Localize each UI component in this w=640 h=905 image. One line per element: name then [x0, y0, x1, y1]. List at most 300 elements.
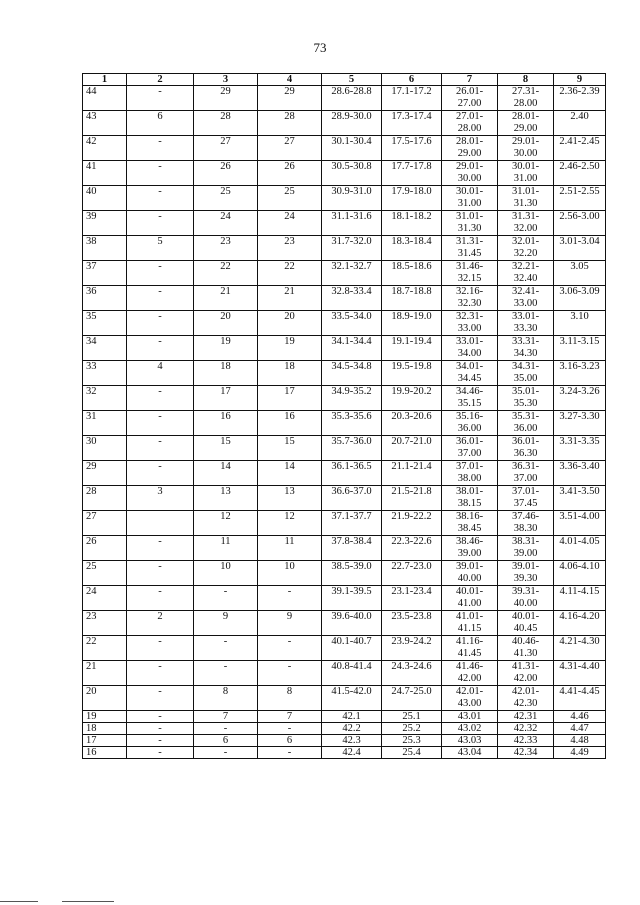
table-cell: -	[127, 136, 194, 161]
table-cell: 32.01- 32.20	[498, 236, 554, 261]
table-cell: 17.3-17.4	[382, 111, 442, 136]
table-cell: 15	[194, 436, 258, 461]
table-cell: 27	[258, 136, 322, 161]
table-cell: 39	[83, 211, 127, 236]
table-cell: 37.8-38.4	[322, 536, 382, 561]
table-cell: 42.01- 42.30	[498, 686, 554, 711]
table-cell: 38	[83, 236, 127, 261]
table-cell: 25.3	[382, 735, 442, 747]
table-cell: 28	[258, 111, 322, 136]
table-cell: 16	[258, 411, 322, 436]
table-cell: 43.04	[442, 747, 498, 759]
table-cell: 18	[83, 723, 127, 735]
table-cell: 24.7-25.0	[382, 686, 442, 711]
table-cell: 19	[194, 336, 258, 361]
table-cell: -	[127, 723, 194, 735]
table-cell: 32.1-32.7	[322, 261, 382, 286]
table-cell: 25.2	[382, 723, 442, 735]
table-cell: 8	[194, 686, 258, 711]
table-cell: 22.7-23.0	[382, 561, 442, 586]
table-cell: 19.5-19.8	[382, 361, 442, 386]
table-cell: 31	[83, 411, 127, 436]
table-cell: 2.46-2.50	[554, 161, 606, 186]
table-row	[83, 86, 606, 111]
table-row	[83, 161, 606, 186]
table-cell: 38.5-39.0	[322, 561, 382, 586]
table-cell: 3.27-3.30	[554, 411, 606, 436]
table-cell: 8	[258, 686, 322, 711]
table-cell: 2.41-2.45	[554, 136, 606, 161]
table-cell: 40.8-41.4	[322, 661, 382, 686]
table-cell: -	[258, 586, 322, 611]
table-cell: 30.01- 31.00	[498, 161, 554, 186]
table-cell: -	[127, 436, 194, 461]
table-cell: 10	[194, 561, 258, 586]
table-cell: 39.01- 40.00	[442, 561, 498, 586]
column-header-5: 5	[322, 74, 382, 86]
table-cell: 21	[194, 286, 258, 311]
table-cell: 34.9-35.2	[322, 386, 382, 411]
table-cell: 43.02	[442, 723, 498, 735]
table-cell: 20	[258, 311, 322, 336]
table-cell: 25.4	[382, 747, 442, 759]
table-cell: -	[127, 261, 194, 286]
table-cell: 31.1-31.6	[322, 211, 382, 236]
table-cell: 42.01- 43.00	[442, 686, 498, 711]
table-cell: 18.3-18.4	[382, 236, 442, 261]
table-cell: 20.7-21.0	[382, 436, 442, 461]
table-cell: -	[127, 661, 194, 686]
table-cell: 14	[194, 461, 258, 486]
table-cell: 43	[83, 111, 127, 136]
table-cell: 34.5-34.8	[322, 361, 382, 386]
table-cell: 4.21-4.30	[554, 636, 606, 661]
table-cell: 21.5-21.8	[382, 486, 442, 511]
table-cell: 18	[258, 361, 322, 386]
table-cell: 2.36-2.39	[554, 86, 606, 111]
table-cell: 4.06-4.10	[554, 561, 606, 586]
table-cell: 24.3-24.6	[382, 661, 442, 686]
table-cell: 29.01- 30.00	[498, 136, 554, 161]
table-cell: 41.16- 41.45	[442, 636, 498, 661]
table-cell: 3.36-3.40	[554, 461, 606, 486]
table-cell: 34.31- 35.00	[498, 361, 554, 386]
table-row	[83, 686, 606, 711]
table-cell: 29	[258, 86, 322, 111]
table-cell: 32.16- 32.30	[442, 286, 498, 311]
table-cell: -	[127, 411, 194, 436]
table-cell: 22.3-22.6	[382, 536, 442, 561]
table-cell: 32.31- 33.00	[442, 311, 498, 336]
table-row	[83, 747, 606, 759]
table-cell: -	[127, 686, 194, 711]
table-cell: 39.6-40.0	[322, 611, 382, 636]
table-row	[83, 511, 606, 536]
table-cell: 18.1-18.2	[382, 211, 442, 236]
table-cell: 42	[83, 136, 127, 161]
table-cell: -	[194, 747, 258, 759]
table-cell: 42.34	[498, 747, 554, 759]
table-cell: 33.01- 34.00	[442, 336, 498, 361]
table-cell: 40.01- 40.45	[498, 611, 554, 636]
table-cell: 31.46- 32.15	[442, 261, 498, 286]
table-cell: 2.51-2.55	[554, 186, 606, 211]
table-cell: 21.1-21.4	[382, 461, 442, 486]
table-cell: 7	[194, 711, 258, 723]
table-cell: 4.16-4.20	[554, 611, 606, 636]
table-cell: 4.49	[554, 747, 606, 759]
table-cell: 17	[83, 735, 127, 747]
column-header-6: 6	[382, 74, 442, 86]
table-cell: 16	[194, 411, 258, 436]
table-cell: 42.4	[322, 747, 382, 759]
table-cell: 42.33	[498, 735, 554, 747]
table-cell: 25	[83, 561, 127, 586]
table-cell: 9	[194, 611, 258, 636]
table-row	[83, 186, 606, 211]
table-cell: 35.7-36.0	[322, 436, 382, 461]
table-cell: 4.46	[554, 711, 606, 723]
table-cell: 10	[258, 561, 322, 586]
table-cell: 17	[194, 386, 258, 411]
table-cell: -	[258, 747, 322, 759]
table-cell: 4.01-4.05	[554, 536, 606, 561]
table-cell: -	[127, 711, 194, 723]
table-cell: 15	[258, 436, 322, 461]
table-cell: 40.01- 41.00	[442, 586, 498, 611]
table-cell: 28.01- 29.00	[498, 111, 554, 136]
table-row	[83, 661, 606, 686]
table-cell: 19.9-20.2	[382, 386, 442, 411]
table-cell: 26	[194, 161, 258, 186]
column-header-1: 1	[83, 74, 127, 86]
table-cell: 23.9-24.2	[382, 636, 442, 661]
column-header-8: 8	[498, 74, 554, 86]
column-header-3: 3	[194, 74, 258, 86]
table-cell: 42.2	[322, 723, 382, 735]
table-cell: 24	[83, 586, 127, 611]
data-table	[82, 73, 606, 759]
table-row	[83, 261, 606, 286]
table-cell: -	[127, 747, 194, 759]
table-row	[83, 611, 606, 636]
table-cell: 37.1-37.7	[322, 511, 382, 536]
table-row	[83, 723, 606, 735]
table-cell: 32.41- 33.00	[498, 286, 554, 311]
table-cell: 3.06-3.09	[554, 286, 606, 311]
table-row	[83, 411, 606, 436]
table-cell: 3.05	[554, 261, 606, 286]
table-cell: 23.5-23.8	[382, 611, 442, 636]
table-cell: 27.31- 28.00	[498, 86, 554, 111]
table-cell: 42.32	[498, 723, 554, 735]
table-cell: 25	[194, 186, 258, 211]
table-cell: 3.31-3.35	[554, 436, 606, 461]
table-cell: 44	[83, 86, 127, 111]
table-cell: 3	[127, 486, 194, 511]
table-cell: 32.8-33.4	[322, 286, 382, 311]
table-cell: 17.1-17.2	[382, 86, 442, 111]
table-row	[83, 336, 606, 361]
table-cell: 33	[83, 361, 127, 386]
table-cell: 33.01- 33.30	[498, 311, 554, 336]
table-cell: 17.5-17.6	[382, 136, 442, 161]
table-header-row	[83, 74, 606, 86]
table-cell: 6	[127, 111, 194, 136]
table-row	[83, 136, 606, 161]
table-cell: -	[127, 636, 194, 661]
table-cell: 36.1-36.5	[322, 461, 382, 486]
table-cell: 3.16-3.23	[554, 361, 606, 386]
table-cell: -	[127, 336, 194, 361]
table-cell: 3.11-3.15	[554, 336, 606, 361]
table-row	[83, 386, 606, 411]
table-cell: 27	[83, 511, 127, 536]
table-cell	[127, 511, 194, 536]
table-cell: -	[127, 386, 194, 411]
table-cell: 29.01- 30.00	[442, 161, 498, 186]
table-cell: 5	[127, 236, 194, 261]
table-cell: 19	[258, 336, 322, 361]
table-cell: 36.6-37.0	[322, 486, 382, 511]
table-cell: -	[127, 561, 194, 586]
table-row	[83, 561, 606, 586]
table-cell: -	[194, 636, 258, 661]
table-cell: -	[127, 536, 194, 561]
table-cell: 22	[258, 261, 322, 286]
table-cell: 33.5-34.0	[322, 311, 382, 336]
table-cell: 12	[194, 511, 258, 536]
table-cell: 36.01- 37.00	[442, 436, 498, 461]
table-cell: -	[127, 586, 194, 611]
table-cell: 23	[194, 236, 258, 261]
table-cell: 4.41-4.45	[554, 686, 606, 711]
table-cell: 7	[258, 711, 322, 723]
table-cell: 38.46- 39.00	[442, 536, 498, 561]
table-cell: 20	[194, 311, 258, 336]
table-cell: 36.01- 36.30	[498, 436, 554, 461]
table-cell: 4.47	[554, 723, 606, 735]
table-cell: 22	[83, 636, 127, 661]
table-cell: 35.16- 36.00	[442, 411, 498, 436]
table-cell: 18.7-18.8	[382, 286, 442, 311]
table-cell: 40	[83, 186, 127, 211]
table-cell: -	[258, 636, 322, 661]
table-cell: 38.01- 38.15	[442, 486, 498, 511]
table-cell: -	[194, 661, 258, 686]
table-cell: 35.31- 36.00	[498, 411, 554, 436]
table-cell: 33.31- 34.30	[498, 336, 554, 361]
table-row	[83, 461, 606, 486]
table-cell: 24	[194, 211, 258, 236]
table-cell: 27	[194, 136, 258, 161]
table-cell: 21.9-22.2	[382, 511, 442, 536]
table-cell: -	[194, 723, 258, 735]
table-cell: -	[258, 661, 322, 686]
table-cell: 13	[258, 486, 322, 511]
table-cell: 4.11-4.15	[554, 586, 606, 611]
table-cell: 3.10	[554, 311, 606, 336]
table-cell: 39.1-39.5	[322, 586, 382, 611]
table-cell: 29	[194, 86, 258, 111]
table-cell: 37.46- 38.30	[498, 511, 554, 536]
table-cell: 37	[83, 261, 127, 286]
table-cell: 18	[194, 361, 258, 386]
footer-rule-right	[62, 901, 114, 902]
table-cell: 38.31- 39.00	[498, 536, 554, 561]
table-cell: 4	[127, 361, 194, 386]
table-cell: 30	[83, 436, 127, 461]
table-cell: 3.01-3.04	[554, 236, 606, 261]
table-cell: 4.48	[554, 735, 606, 747]
table-cell: 29	[83, 461, 127, 486]
table-cell: 4.31-4.40	[554, 661, 606, 686]
table-cell: 31.7-32.0	[322, 236, 382, 261]
table-cell: 20	[83, 686, 127, 711]
table-cell: 11	[194, 536, 258, 561]
table-cell: 41.31- 42.00	[498, 661, 554, 686]
table-cell: 26	[258, 161, 322, 186]
table-row	[83, 735, 606, 747]
table-cell: 3.41-3.50	[554, 486, 606, 511]
table-cell: 35.3-35.6	[322, 411, 382, 436]
table-body	[83, 86, 606, 759]
table-cell: -	[127, 86, 194, 111]
table-row	[83, 711, 606, 723]
table-cell: 23	[83, 611, 127, 636]
table-cell: 23	[258, 236, 322, 261]
table-cell: -	[127, 461, 194, 486]
table-cell: 17	[258, 386, 322, 411]
table-cell: 28.9-30.0	[322, 111, 382, 136]
table-cell: 34.1-34.4	[322, 336, 382, 361]
footer-rule-left	[0, 901, 38, 902]
page-number: 73	[313, 40, 327, 55]
column-header-4: 4	[258, 74, 322, 86]
table-cell: 17.9-18.0	[382, 186, 442, 211]
table-cell: 41	[83, 161, 127, 186]
table-cell: 39.01- 39.30	[498, 561, 554, 586]
table-cell: 22	[194, 261, 258, 286]
column-header-9: 9	[554, 74, 606, 86]
table-cell: 28.6-28.8	[322, 86, 382, 111]
table-cell: 24	[258, 211, 322, 236]
table-cell: 40.1-40.7	[322, 636, 382, 661]
table-cell: 35.01- 35.30	[498, 386, 554, 411]
table-cell: 14	[258, 461, 322, 486]
table-cell: 20.3-20.6	[382, 411, 442, 436]
column-header-7: 7	[442, 74, 498, 86]
table-cell: 30.01- 31.00	[442, 186, 498, 211]
table-cell: 6	[258, 735, 322, 747]
table-cell: 28	[194, 111, 258, 136]
table-cell: 41.01- 41.15	[442, 611, 498, 636]
table-cell: 32.21- 32.40	[498, 261, 554, 286]
table-cell: 41.46- 42.00	[442, 661, 498, 686]
table-cell: 13	[194, 486, 258, 511]
table-cell: 2.40	[554, 111, 606, 136]
table-cell: 2	[127, 611, 194, 636]
table-cell: 43.03	[442, 735, 498, 747]
table-cell: 35	[83, 311, 127, 336]
table-cell: 27.01- 28.00	[442, 111, 498, 136]
table-cell: 31.01- 31.30	[498, 186, 554, 211]
table-cell: -	[194, 586, 258, 611]
table-cell: 42.3	[322, 735, 382, 747]
table-cell: 25.1	[382, 711, 442, 723]
table-row	[83, 311, 606, 336]
table-cell: 41.5-42.0	[322, 686, 382, 711]
table-cell: -	[127, 211, 194, 236]
table-cell: 42.1	[322, 711, 382, 723]
table-cell: 30.1-30.4	[322, 136, 382, 161]
table-cell: 3.24-3.26	[554, 386, 606, 411]
table-cell: 30.9-31.0	[322, 186, 382, 211]
table-cell: 32	[83, 386, 127, 411]
table-cell: 2.56-3.00	[554, 211, 606, 236]
table-cell: 34	[83, 336, 127, 361]
table-cell: 28	[83, 486, 127, 511]
table-row	[83, 436, 606, 461]
table-row	[83, 486, 606, 511]
table-cell: 40.46- 41.30	[498, 636, 554, 661]
table-cell: 26.01- 27.00	[442, 86, 498, 111]
table-cell: 18.5-18.6	[382, 261, 442, 286]
table-cell: -	[127, 286, 194, 311]
table-cell: 28.01- 29.00	[442, 136, 498, 161]
table-cell: 26	[83, 536, 127, 561]
column-header-2: 2	[127, 74, 194, 86]
table-row	[83, 636, 606, 661]
table-cell: 16	[83, 747, 127, 759]
table-cell: 17.7-17.8	[382, 161, 442, 186]
table-row	[83, 211, 606, 236]
table-cell: 42.31	[498, 711, 554, 723]
table-cell: 25	[258, 186, 322, 211]
table-cell: 34.46- 35.15	[442, 386, 498, 411]
table-row	[83, 286, 606, 311]
table-cell: 34.01- 34.45	[442, 361, 498, 386]
table-cell: 12	[258, 511, 322, 536]
table-row	[83, 361, 606, 386]
table-cell: -	[258, 723, 322, 735]
table-cell: 11	[258, 536, 322, 561]
table-cell: 19	[83, 711, 127, 723]
table-cell: 31.31- 32.00	[498, 211, 554, 236]
table-cell: 37.01- 37.45	[498, 486, 554, 511]
table-cell: 6	[194, 735, 258, 747]
table-row	[83, 236, 606, 261]
table-row	[83, 586, 606, 611]
table-cell: 31.01- 31.30	[442, 211, 498, 236]
table-cell: 3.51-4.00	[554, 511, 606, 536]
table-cell: 9	[258, 611, 322, 636]
table-cell: 30.5-30.8	[322, 161, 382, 186]
table-cell: 31.31- 31.45	[442, 236, 498, 261]
table-cell: 19.1-19.4	[382, 336, 442, 361]
table-row	[83, 536, 606, 561]
table-cell: 38.16- 38.45	[442, 511, 498, 536]
table-cell: 37.01- 38.00	[442, 461, 498, 486]
table-cell: -	[127, 735, 194, 747]
table-cell: -	[127, 311, 194, 336]
table-cell: 36	[83, 286, 127, 311]
table-cell: 43.01	[442, 711, 498, 723]
table-cell: 18.9-19.0	[382, 311, 442, 336]
table-row	[83, 111, 606, 136]
table-cell: 21	[258, 286, 322, 311]
table-cell: 21	[83, 661, 127, 686]
